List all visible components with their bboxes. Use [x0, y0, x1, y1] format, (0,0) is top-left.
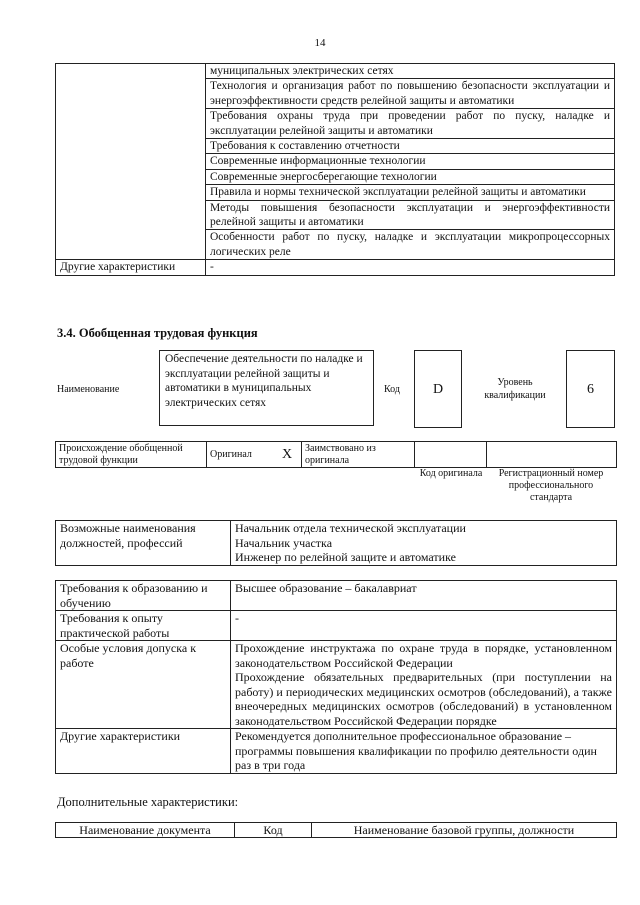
- experience-label: Требования к опыту практической работы: [56, 611, 231, 641]
- knowledge-item: муниципальных электрических сетях: [206, 64, 615, 79]
- positions-label: Возможные наименования должностей, профессий: [56, 521, 231, 566]
- position-item: Начальник участка: [235, 535, 333, 550]
- knowledge-item: Технология и организация работ по повышению безопасности эксплуатации и энергоэффективности средств релейной защиты и автоматики: [206, 79, 615, 109]
- admission-label: Особые условия допуска к работе: [56, 641, 231, 729]
- registration-number-cell: [487, 442, 617, 468]
- experience-value: -: [231, 611, 617, 641]
- admission-item: Прохождение инструктажа по охране труда в порядке, установленном законодательством Российской Федерации: [235, 641, 612, 670]
- section-heading: 3.4. Обобщенная трудовая функция: [57, 326, 258, 340]
- positions-values: [231, 521, 617, 566]
- additional-table: [55, 822, 617, 838]
- requirements-table: [55, 580, 617, 774]
- knowledge-item: Правила и нормы технической эксплуатации релейной защиты и автоматики: [206, 185, 615, 200]
- positions-table: [55, 520, 617, 566]
- knowledge-table: [55, 63, 615, 276]
- original-label: Оригинал: [207, 442, 274, 468]
- header-document-name: Наименование документа: [56, 823, 235, 838]
- additional-heading: Дополнительные характеристики:: [57, 795, 239, 809]
- name-label: Наименование: [57, 384, 120, 395]
- knowledge-item: Особенности работ по пуску, наладке и эксплуатации микропроцессорных логических реле: [206, 230, 615, 260]
- qualification-level-label: Уровень квалификации: [484, 377, 546, 401]
- code-box: D: [414, 350, 462, 428]
- qualification-level-box: 6: [566, 350, 615, 428]
- borrowed-label: Заимствовано из оригинала: [302, 442, 415, 468]
- knowledge-item: Современные информационные технологии: [206, 154, 615, 169]
- other-characteristics-label: Другие характеристики: [56, 260, 206, 275]
- knowledge-item: Требования охраны труда при проведении работ по пуску, наладке и эксплуатации релейной защиты и автоматики: [206, 109, 615, 139]
- original-code-caption: Код оригинала: [419, 468, 483, 479]
- function-name-box: Обеспечение деятельности по наладке и эксплуатации релейной защиты и автоматики в муниципальных электрических сетях: [159, 350, 374, 426]
- header-code: Код: [235, 823, 312, 838]
- registration-number-caption: Регистрационный номер профессионального стандарта: [498, 468, 604, 503]
- knowledge-item: Требования к составлению отчетности: [206, 139, 615, 154]
- original-code-cell: [415, 442, 487, 468]
- position-item: Инженер по релейной защите и автоматике: [235, 550, 456, 564]
- header-base-group: Наименование базовой группы, должности: [312, 823, 617, 838]
- code-label: Код: [384, 384, 400, 395]
- position-item: Начальник отдела технической эксплуатации: [235, 521, 466, 535]
- education-value: Высшее образование – бакалавриат: [231, 581, 617, 611]
- other-characteristics-value: -: [206, 260, 615, 275]
- knowledge-item: Методы повышения безопасности эксплуатации и энергоэффективности релейной защиты и автоматики: [206, 200, 615, 230]
- original-mark: X: [273, 442, 302, 468]
- education-label: Требования к образованию и обучению: [56, 581, 231, 611]
- admission-values: [231, 641, 617, 729]
- knowledge-item: Современные энергосберегающие технологии: [206, 169, 615, 184]
- page-number: 14: [314, 37, 326, 49]
- other-requirements-value: Рекомендуется дополнительное профессиональное образование – программы повышения квалификации по профилю деятельности один раз в три года: [231, 729, 617, 774]
- admission-item: Прохождение обязательных предварительных (при поступлении на работу) и периодических медицинских осмотров (обследований), а также внеочередных медицинских осмотров (обследований) в установленном законодательством Российской Федерации порядке: [235, 670, 612, 728]
- origin-label: Происхождение обобщенной трудовой функции: [56, 442, 207, 468]
- origin-table: [55, 441, 617, 468]
- other-requirements-label: Другие характеристики: [56, 729, 231, 774]
